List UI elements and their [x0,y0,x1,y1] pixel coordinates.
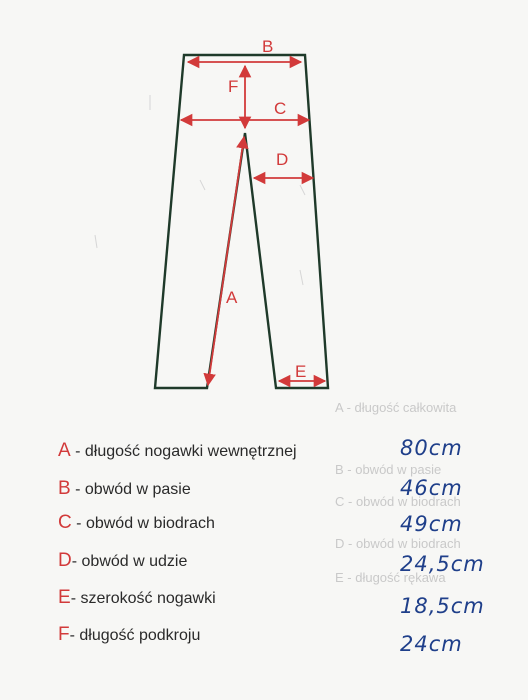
bleed-text-4: D - obwód w biodrach [335,536,461,551]
legend-text: szerokość nogawki [80,590,216,607]
legend-text: obwód w pasie [84,481,191,498]
pants-outline [155,55,328,388]
legend-letter: B [58,478,71,499]
legend-letter: A [58,440,71,461]
legend-separator: - [71,553,82,570]
label-d: D [276,150,289,169]
label-a: A [226,288,238,307]
legend-separator: - [70,481,85,498]
arrow-a [208,137,244,385]
legend-item-c [58,512,215,534]
legend-separator: - [70,590,81,607]
legend-item-a [58,440,297,462]
bleed-text-5: E - długość rękawa [335,570,446,585]
legend-item-e [58,587,216,609]
bleed-marks [95,95,305,285]
legend-letter: E [58,587,71,608]
legend-item-b [58,478,191,500]
label-e: E [295,362,307,381]
legend-value-c: 49cm [400,512,463,536]
legend-letter: D [58,550,72,571]
bleed-text-3: C - obwód w biodrach [335,494,461,509]
legend-value-a: 80cm [400,436,463,460]
label-b: B [262,37,274,56]
legend-separator: - [69,627,80,644]
legend-letter: F [58,624,70,645]
legend-value-e: 18,5cm [400,594,485,618]
bleed-text-1: A - długość całkowita [335,400,457,415]
legend-value-d: 24,5cm [400,552,485,576]
legend-letter: C [58,512,72,533]
legend-separator: - [71,515,86,532]
legend-text: obwód w udzie [81,553,188,570]
legend-item-d [58,550,187,572]
label-c: C [274,99,287,118]
legend-text: obwód w biodrach [85,515,215,532]
legend-item-f [58,624,200,646]
label-f: F [228,77,239,96]
bleed-text-2: B - obwód w pasie [335,462,442,477]
legend-text: długość nogawki wewnętrznej [84,443,297,460]
legend-value-b: 46cm [400,476,463,500]
legend-text: długość podkroju [79,627,201,644]
legend-value-f: 24cm [400,632,463,656]
legend-separator: - [70,443,85,460]
